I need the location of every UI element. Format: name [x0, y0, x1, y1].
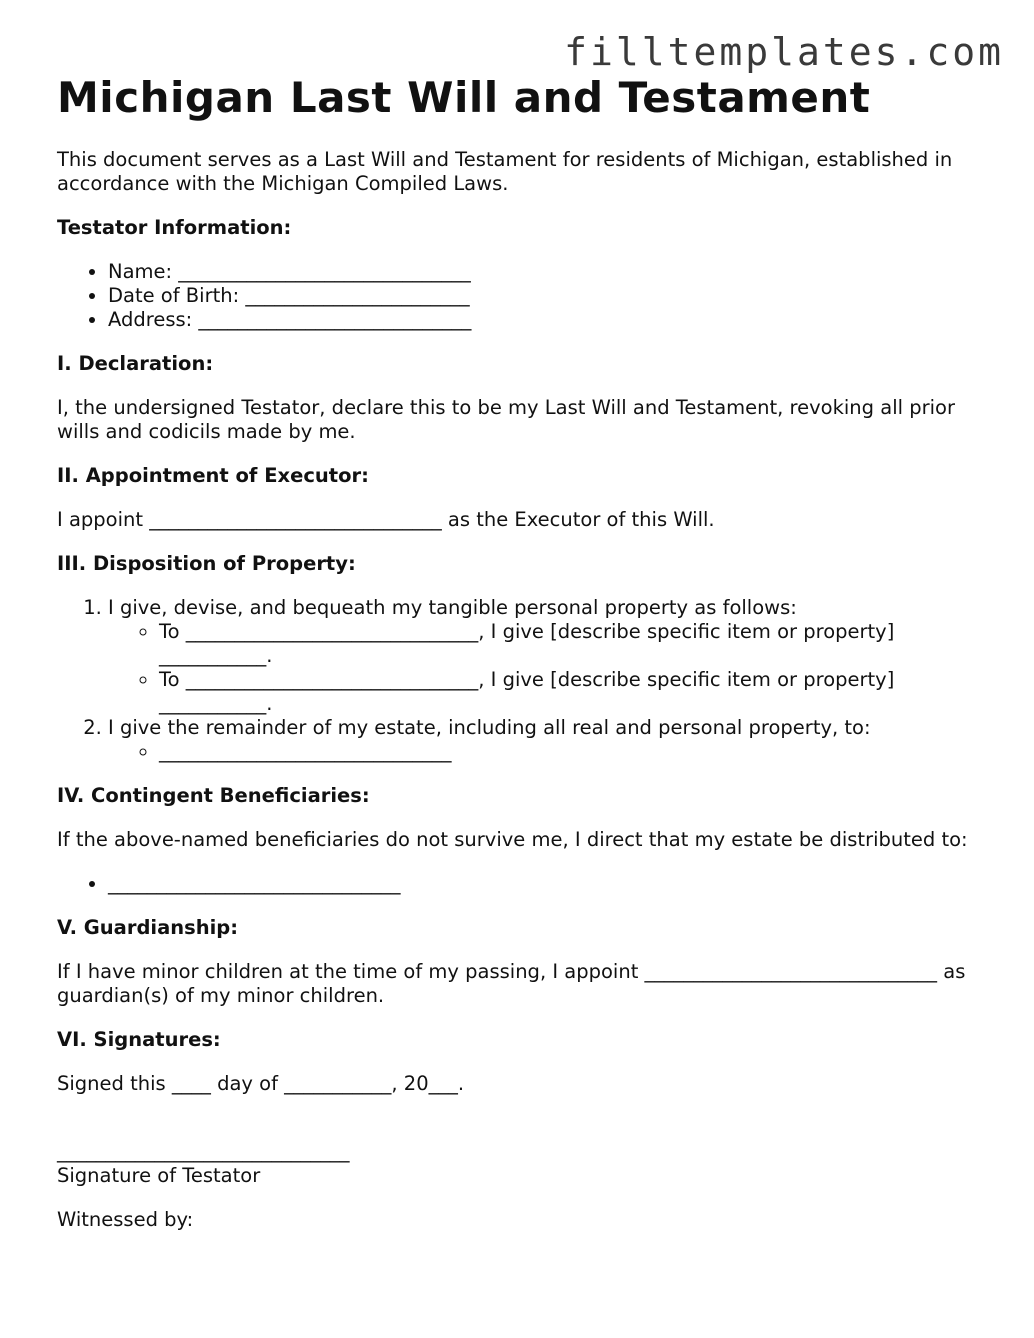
declaration-text: I, the undersigned Testator, declare this to be my Last Will and Testament, revoking all prior wills and codicils made by me. — [57, 396, 955, 443]
property-heading: III. Disposition of Property: — [57, 552, 356, 575]
bequest-line: ◦ To ______________________________, I give [describe specific item or property] ___________. — [159, 620, 987, 668]
property-item-1-text: I give, devise, and bequeath my tangible personal property as follows: — [108, 596, 797, 619]
page-title: Michigan Last Will and Testament — [57, 73, 871, 122]
property-item-1-sublist — [108, 620, 987, 716]
bequest-line: ◦ To ______________________________, I give [describe specific item or property] ___________. — [159, 668, 987, 716]
property-item-1 — [108, 596, 987, 716]
testator-list — [57, 260, 987, 332]
property-item-2-text: I give the remainder of my estate, including all real and personal property, to: — [108, 716, 871, 739]
testator-dob-field: • Date of Birth: _______________________ — [108, 284, 987, 308]
signed-date-line: Signed this ____ day of ___________, 20___. — [57, 1072, 465, 1095]
remainder-beneficiary-line: ◦ ______________________________ — [159, 740, 987, 764]
property-item-2-sublist — [108, 740, 987, 764]
contingent-heading: IV. Contingent Beneficiaries: — [57, 784, 370, 807]
guardianship-heading: V. Guardianship: — [57, 916, 239, 939]
testator-name-field: • Name: ______________________________ — [108, 260, 987, 284]
executor-text: I appoint ______________________________ as the Executor of this Will. — [57, 508, 715, 531]
watermark: filltemplates.com — [564, 30, 1004, 74]
executor-heading: II. Appointment of Executor: — [57, 464, 369, 487]
property-list — [57, 596, 987, 764]
contingent-list — [57, 872, 987, 896]
contingent-text: If the above-named beneficiaries do not survive me, I direct that my estate be distributed to: — [57, 828, 968, 851]
testator-address-field: • Address: ____________________________ — [108, 308, 987, 332]
signature-blank: ______________________________ — [57, 1140, 350, 1163]
signature-label: Signature of Testator — [57, 1164, 261, 1187]
testator-heading: Testator Information: — [57, 216, 292, 239]
property-item-2 — [108, 716, 987, 764]
intro-paragraph: This document serves as a Last Will and Testament for residents of Michigan, established in accordance with the Michigan Compiled Laws. — [57, 148, 953, 195]
document-page — [57, 72, 987, 1232]
contingent-beneficiary-line: • ______________________________ — [108, 872, 987, 896]
guardianship-text: If I have minor children at the time of my passing, I appoint ______________________________ as guardian(s) of my minor children. — [57, 960, 966, 1007]
declaration-heading: I. Declaration: — [57, 352, 214, 375]
signatures-heading: VI. Signatures: — [57, 1028, 221, 1051]
witnessed-by: Witnessed by: — [57, 1208, 194, 1231]
